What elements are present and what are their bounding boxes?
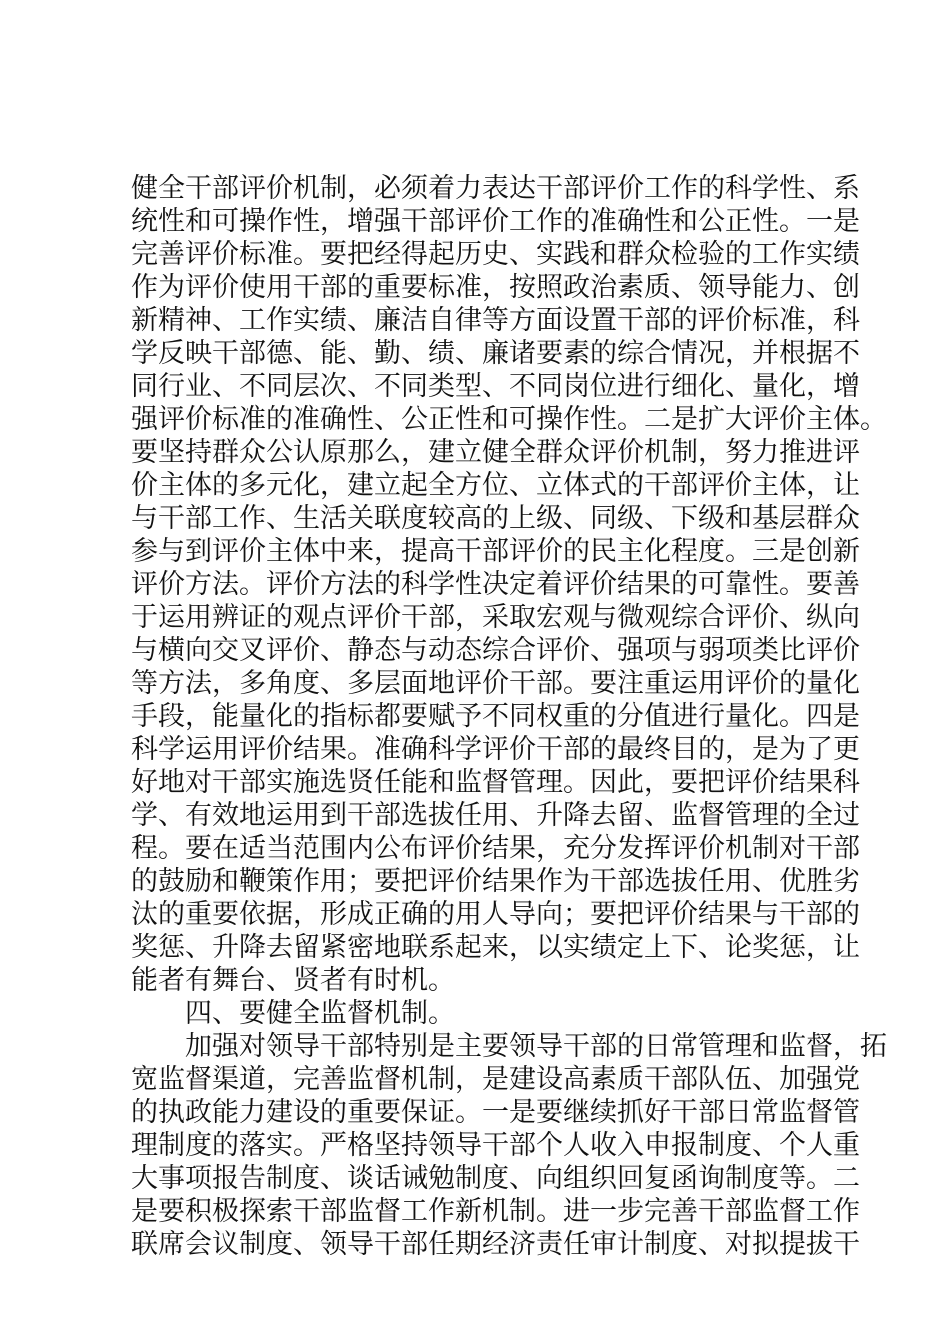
text-line: 要坚持群众公认原那么，建立健全群众评价机制，努力推进评 — [131, 437, 860, 468]
text-line: 与横向交叉评价、静态与动态综合评价、强项与弱项类比评价 — [131, 635, 860, 666]
text-line: 参与到评价主体中来，提高干部评价的民主化程度。三是创新 — [131, 536, 860, 567]
text-line: 的执政能力建设的重要保证。一是要继续抓好干部日常监督管 — [131, 1097, 860, 1128]
text-line: 统性和可操作性，增强干部评价工作的准确性和公正性。一是 — [131, 206, 860, 237]
section-heading: 四、要健全监督机制。 — [185, 998, 455, 1029]
text-line: 学、有效地运用到干部选拔任用、升降去留、监督管理的全过 — [131, 800, 860, 831]
text-line: 程。要在适当范围内公布评价结果，充分发挥评价机制对干部 — [131, 833, 860, 864]
text-line: 理制度的落实。严格坚持领导干部个人收入申报制度、个人重 — [131, 1130, 860, 1161]
text-line: 完善评价标准。要把经得起历史、实践和群众检验的工作实绩 — [131, 239, 860, 270]
text-line: 是要积极探索干部监督工作新机制。进一步完善干部监督工作 — [131, 1196, 860, 1227]
text-line: 手段，能量化的指标都要赋予不同权重的分值进行量化。四是 — [131, 701, 860, 732]
text-line: 能者有舞台、贤者有时机。 — [131, 965, 455, 996]
text-line: 新精神、工作实绩、廉洁自律等方面设置干部的评价标准，科 — [131, 305, 860, 336]
text-line: 联席会议制度、领导干部任期经济责任审计制度、对拟提拔干 — [131, 1229, 860, 1260]
text-line: 大事项报告制度、谈话诫勉制度、向组织回复函询制度等。二 — [131, 1163, 860, 1194]
text-line: 健全干部评价机制，必须着力表达干部评价工作的科学性、系 — [131, 173, 860, 204]
text-line: 评价方法。评价方法的科学性决定着评价结果的可靠性。要善 — [131, 569, 860, 600]
text-line: 好地对干部实施选贤任能和监督管理。因此，要把评价结果科 — [131, 767, 860, 798]
text-line: 作为评价使用干部的重要标准，按照政治素质、领导能力、创 — [131, 272, 860, 303]
text-line: 汰的重要依据，形成正确的用人导向；要把评价结果与干部的 — [131, 899, 860, 930]
text-line: 价主体的多元化，建立起全方位、立体式的干部评价主体，让 — [131, 470, 860, 501]
text-line: 于运用辨证的观点评价干部，采取宏观与微观综合评价、纵向 — [131, 602, 860, 633]
paragraph-supervision-mechanism — [131, 1030, 887, 1261]
text-line: 奖惩、升降去留紧密地联系起来，以实绩定上下、论奖惩，让 — [131, 932, 860, 963]
text-line: 同行业、不同层次、不同类型、不同岗位进行细化、量化，增 — [131, 371, 860, 402]
document-body — [131, 172, 887, 1261]
text-line: 学反映干部德、能、勤、绩、廉诸要素的综合情况，并根据不 — [131, 338, 860, 369]
text-line: 科学运用评价结果。准确科学评价干部的最终目的，是为了更 — [131, 734, 860, 765]
text-line: 宽监督渠道，完善监督机制，是建设高素质干部队伍、加强党 — [131, 1064, 860, 1095]
text-line: 强评价标准的准确性、公正性和可操作性。二是扩大评价主体。 — [131, 404, 887, 435]
text-line: 与干部工作、生活关联度较高的上级、同级、下级和基层群众 — [131, 503, 860, 534]
paragraph-evaluation-mechanism — [131, 172, 887, 997]
text-line: 加强对领导干部特别是主要领导干部的日常管理和监督，拓 — [185, 1031, 887, 1062]
text-line: 等方法，多角度、多层面地评价干部。要注重运用评价的量化 — [131, 668, 860, 699]
text-line: 的鼓励和鞭策作用；要把评价结果作为干部选拔任用、优胜劣 — [131, 866, 860, 897]
